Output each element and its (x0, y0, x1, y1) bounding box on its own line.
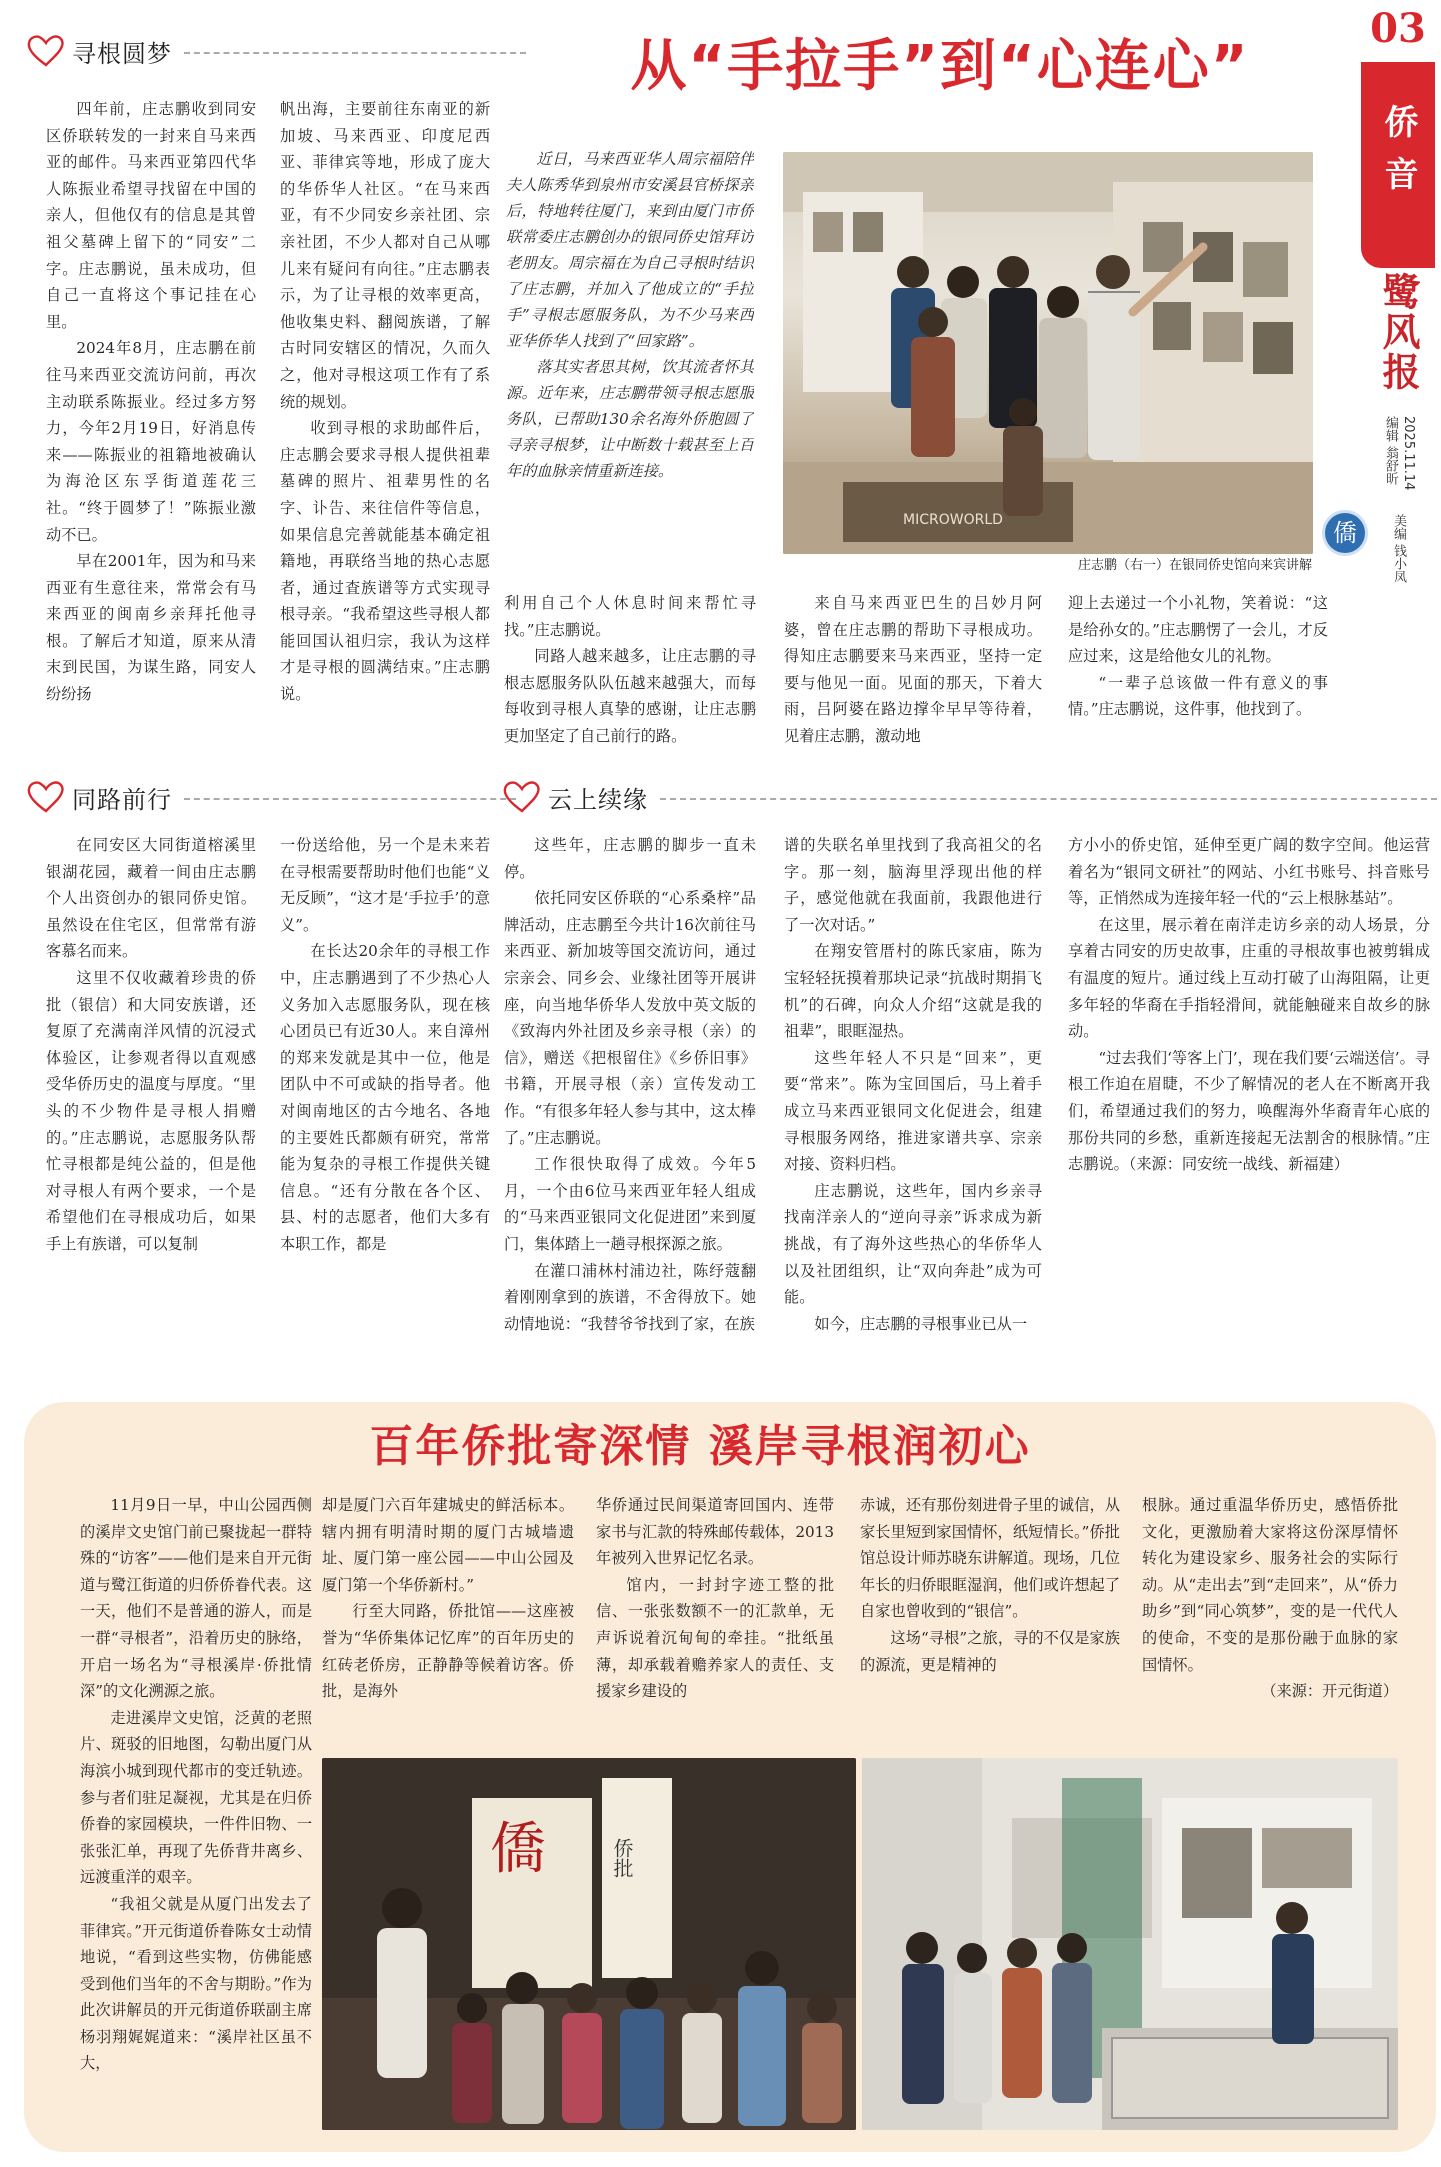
section-title: 同路前行 (72, 785, 172, 814)
photo-caption: 庄志鹏（右一）在银同侨史馆向来宾讲解 (1077, 558, 1312, 573)
heart-icon (26, 780, 66, 814)
paper-logo: 鹭风报 (1376, 272, 1421, 392)
bottom-column-3: 华侨通过民间渠道寄回国内、连带家书与汇款的特殊邮传载体，2013年被列入世界记忆名录。 馆内，一封封字迹工整的批信、一张张数额不一的汇款单，无声诉说着沉甸甸的牵挂。“批纸虽薄，却承载着赡养家人的责任、支援家乡建设的 (596, 1496, 834, 1701)
issue-date: 2025.11.14 (1401, 416, 1416, 491)
photo-xian-museum (862, 1758, 1398, 2130)
column-1: 四年前，庄志鹏收到同安区侨联转发的一封来自马来西亚的邮件。马来西亚第四代华人陈振业希望寻找留在中国的亲人，但他仅有的信息是其曾祖父墓碑上留下的“同安”二字。庄志鹏说，虽未成功，但自己一直将这个事记挂在心里。 2024年8月，庄志鹏在前往马来西亚交流访问前，再次主动联系陈振业。经过多方努力，今年2月19日，好消息传来——陈振业的祖籍地被确认为海沧区东孚街道莲花三社。“终于圆梦了！”陈振业激动不已。 早在2001年，因为和马来西亚有生意往来，常常会有马来西亚的闽南乡亲拜托他寻根。了解后才知道，原来从清末到民国，为谋生路，同安人纷纷扬 (46, 100, 256, 704)
section-header-cloud (502, 780, 1437, 814)
column-10: 方小小的侨史馆，延伸至更广阔的数字空间。他运营着名为“银同文研社”的网站、小红书账号、抖音账号等，正悄然成为连接年轻一代的“云上根脉基站”。 在这里，展示着在南洋走访乡亲的动人场景，分享着古同安的历史故事，庄重的寻根故事也被剪辑成有温度的短片。通过线上互动打破了山海阻隔，让更多年轻的华裔在手指轻滑间，就能触碰来自故乡的脉动。 “过去我们‘等客上门’，现在我们要‘云端送信’。寻根工作迫在眉睫，不少了解情况的老人在不断离开我们，希望通过我们的努力，唤醒海外华裔青年心底的那份共同的乡愁，重新连接起无法割舍的根脉情。”庄志鹏说。（来源：同安统一战线、新福建） (1068, 836, 1430, 1174)
heart-icon (26, 34, 66, 68)
column-9: 谱的失联名单里找到了我高祖父的名字。那一刻，脑海里浮现出他的样子，感觉他就在我面前，我跟他进行了一次对话。” 在翔安管厝村的陈氏家庙，陈为宝轻轻抚摸着那块记录“抗战时期捐飞机”的石碑，向众人介绍“这就是我的祖辈”，眼眶湿热。 这些年轻人不只是“回来”，更要“常来”。陈为宝回国后，马上着手成立马来西亚银同文化促进会，组建寻根服务网络，推进家谱共享、宗亲对接、资料归档。 庄志鹏说，这些年，国内乡亲寻找南洋亲人的“逆向寻亲”诉求成为新挑战，有了海外这些热心的华侨华人以及社团组织，让“双向奔赴”成为可能。 如今，庄志鹏的寻根事业已从一 (784, 836, 1042, 1333)
bottom-column-1: 11月9日一早，中山公园西侧的溪岸文史馆门前已聚拢起一群特殊的“访客”——他们是来自开元街道与鹭江街道的归侨侨眷代表。这一天，他们不是普通的游人，而是一群“寻根者”，沿着历史的脉络，开启一场名为“寻根溪岸·侨批情深”的文化溯源之旅。 走进溪岸文史馆，泛黄的老照片、斑驳的旧地图，勾勒出厦门从海滨小城到现代都市的变迁轨迹。参与者们驻足凝视，尤其是在归侨侨眷的家园模块，一件件旧物、一张张汇单，再现了先侨背井离乡、远渡重洋的艰辛。 “我祖父就是从厦门出发去了菲律宾。”开元街道侨眷陈女士动情地说，“看到这些实物，仿佛能感受到他们当年的不舍与期盼。”作为此次讲解员的开元街道侨联副主席杨羽翔娓娓道来：“溪岸社区虽不大， (80, 1496, 312, 2073)
section-name: 侨音 (1378, 104, 1418, 208)
section-header-walk-together (26, 780, 516, 814)
photo-qiaopi-museum (322, 1758, 856, 2130)
bottom-source: （来源：开元街道） (1261, 1682, 1398, 1701)
column-4: 来自马来西亚巴生的吕妙月阿婆，曾在庄志鹏的帮助下寻根成功。得知庄志鹏要来马来西亚，坚持一定要与他见一面。见面的那天，下着大雨，吕阿婆在路边撑伞早早等待着，见着庄志鹏，激动地 (784, 594, 1042, 745)
bottom-column-4: 赤诚，还有那份刻进骨子里的诚信，从家长里短到家国情怀，纸短情长。”侨批馆总设计师苏晓东讲解道。现场，几位年长的归侨眼眶湿润，他们或许想起了自家也曾收到的“银信”。 这场“寻根”之旅，寻的不仅是家族的源流，更是精神的 (860, 1496, 1120, 1674)
bottom-column-5: 根脉。通过重温华侨历史，感悟侨批文化，更激励着大家将这份深厚情怀转化为建设家乡、服务社会的实际行动。从“走出去”到“走回来”，从“侨力助乡”到“同心筑梦”，变的是一代代人的使命，不变的是那份融于血脉的家国情怀。 （来源：开元街道） (1142, 1492, 1398, 1752)
bottom-headline: 百年侨批寄深情 溪岸寻根润初心 (369, 1421, 1031, 1472)
column-6: 在同安区大同街道榕溪里银湖花园，藏着一间由庄志鹏个人出资创办的银同侨史馆。虽然设在住宅区，但常常有游客慕名而来。 这里不仅收藏着珍贵的侨批（银信）和大同安族谱，还复原了充满南洋风情的沉浸式体验区，让参观者得以直观感受华侨历史的温度与厚度。“里头的不少物件是寻根人捐赠的。”庄志鹏说，志愿服务队帮忙寻根都是纯公益的，但是他对寻根人有两个要求，一个是希望他们在寻根成功后，如果手上有族谱，可以复制 (46, 836, 256, 1253)
column-7: 一份送给他，另一个是未来若在寻根需要帮助时他们也能“义无反顾”，“这才是‘手拉手’的意义”。 在长达20余年的寻根工作中，庄志鹏遇到了不少热心人义务加入志愿服务队，现在核心团员已有近30人。来自漳州的郑来发就是其中一位，他是团队中不可或缺的指导者。他对闽南地区的古今地名、各地的主要姓氏都颇有研究，常常能为复杂的寻根工作提供关键信息。“还有分散在各个区、县、村的志愿者，他们大多有本职工作，都是 (280, 836, 490, 1253)
heart-icon (502, 780, 542, 814)
column-2: 帆出海，主要前往东南亚的新加坡、马来西亚、印度尼西亚、菲律宾等地，形成了庞大的华侨华人社区。“在马来西亚，有不少同安乡亲社团、宗亲社团，不少人都对自己从哪儿来有疑问有向往。”庄志鹏表示，为了让寻根的效率更高，他收集史料、翻阅族谱，了解古时同安辖区的情况，久而久之，他对寻根这项工作有了系统的规划。 收到寻根的求助邮件后，庄志鹏会要求寻根人提供祖辈墓碑的照片、祖辈男性的名字、讣告、来往信件等信息，如果信息完善就能基本确定祖籍地，再联络当地的热心志愿者，通过査族谱等方式实现寻根寻亲。“我希望这些寻根人都能回国认祖归宗，我认为这样才是寻根的圆满结束。”庄志鹏说。 (280, 100, 490, 704)
column-3: 利用自己个人休息时间来帮忙寻找。”庄志鹏说。 同路人越来越多，让庄志鹏的寻根志愿服务队队伍越来越强大，而每每收到寻根人真挚的感谢，让庄志鹏更加坚定了自己前行的路。 (504, 594, 756, 745)
column-5: 迎上去递过一个小礼物，笑着说：“这是给孙女的。”庄志鹏愣了一会儿，才反应过来，这是给他女儿的礼物。 “一辈子总该做一件有意义的事情。”庄志鹏说，这件事，他找到了。 (1068, 594, 1328, 719)
section-title: 寻根圆梦 (72, 39, 172, 68)
page-number: 03 (1370, 5, 1426, 52)
bottom-column-2: 却是厦门六百年建城史的鲜活标本。辖内拥有明清时期的厦门古城墙遗址、厦门第一座公园——中山公园及厦门第一个华侨新村。” 行至大同路，侨批馆——这座被誉为“华侨集体记忆库”的百年历史的红砖老侨房，正静静等候着访客。侨批，是海外 (322, 1496, 574, 1701)
editor-credit: 编辑 翁舒昕 (1383, 416, 1398, 486)
lead-paragraph: 近日，马来西亚华人周宗福陪伴夫人陈秀华到泉州市安溪县官桥探亲后，特地转往厦门，来到由厦门市侨联常委庄志鹏创办的银同侨史馆拜访老朋友。周宗福在为自己寻根时结识了庄志鹏，并加入了他成立的“手拉手”寻根志愿服务队，为不少马来西亚华侨华人找到了“回家路”。 落其实者思其树，饮其流者怀其源。近年来，庄志鹏带领寻根志愿服务队，已帮助130余名海外侨胞圆了寻亲寻根梦，让中断数十载甚至上百年的血脉亲情重新连接。 (506, 150, 754, 480)
section-header-seek-roots (26, 34, 526, 68)
photo-sign-text: 侨批 (610, 1838, 634, 1878)
column-8: 这些年，庄志鹏的脚步一直未停。 依托同安区侨联的“心系桑梓”品牌活动，庄志鹏至今共计16次前往马来西亚、新加坡等国交流访问，通过宗亲会、同乡会、业缘社团等开展讲座，向当地华侨华人发放中英文版的《致海内外社团及乡亲寻根（亲）的信》，赠送《把根留住》《乡侨旧事》书籍，开展寻根（亲）宣传发动工作。“有很多年轻人参与其中，这太棒了。”庄志鹏说。 工作很快取得了成效。今年5月，一个由6位马来西亚年轻人组成的“马来西亚银同文化促进团”来到厦门，集体踏上一趟寻根探源之旅。 在灌口浦林村浦边社，陈纾蔻翻着刚刚拿到的族谱，不舍得放下。她动情地说：“我替爷爷找到了家，在族 (504, 836, 756, 1333)
section-title: 云上续缘 (548, 785, 648, 814)
section-divider (184, 798, 516, 800)
photo-sign-text: 僑 (490, 1817, 546, 1882)
photo-scene (862, 1758, 1398, 2130)
main-headline: 从“手拉手”到“心连心” (630, 34, 1250, 99)
overseas-logo-icon: 僑 (1322, 510, 1368, 556)
section-divider (660, 798, 1437, 800)
photo-scene (783, 152, 1313, 554)
photo-museum-tour (783, 152, 1313, 554)
section-divider (184, 52, 526, 54)
designer-credit: 美编 钱小凤 (1391, 514, 1406, 584)
photo-scene (322, 1758, 856, 2130)
photo-sign-text: MICROWORLD (903, 512, 1003, 528)
